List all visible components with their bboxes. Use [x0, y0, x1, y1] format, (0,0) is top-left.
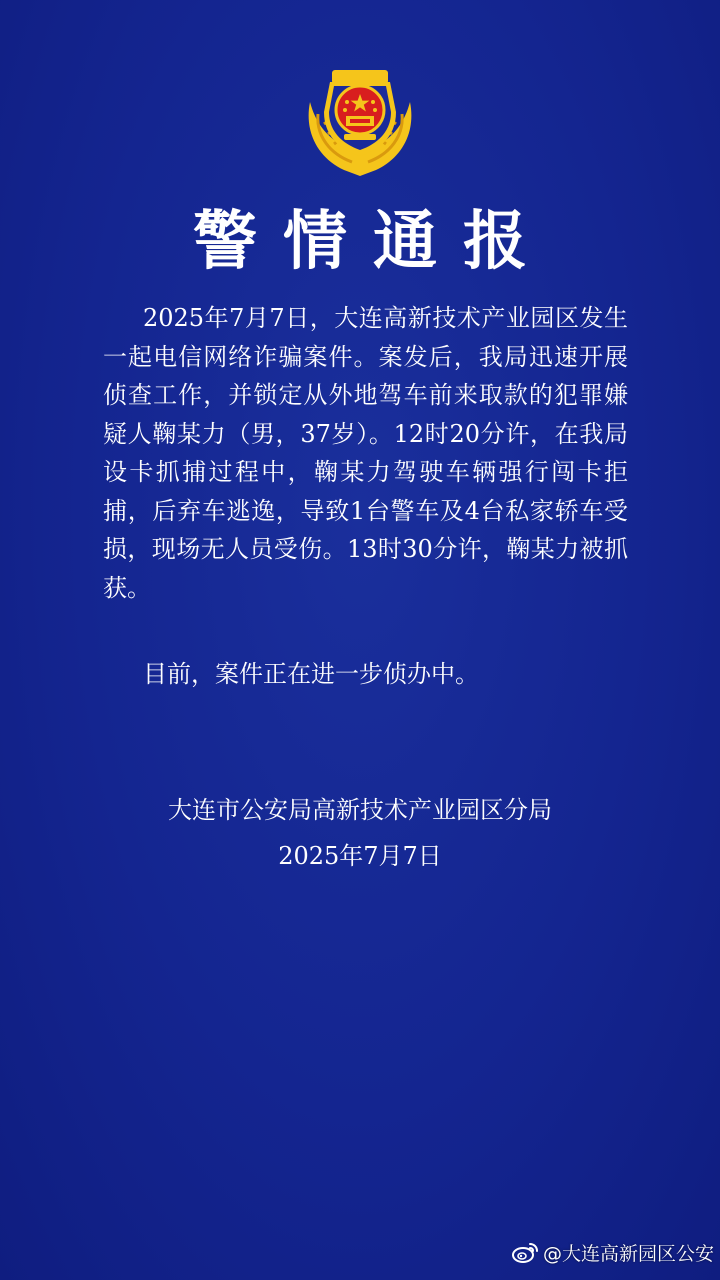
- police-emblem-icon: [300, 62, 420, 180]
- notice-paragraph-1: [103, 299, 628, 607]
- paragraph-line: 捕，后弃车逃逸，导致1台警车及4台私家轿车受: [103, 496, 628, 525]
- notice-title: 警情通报: [193, 205, 553, 279]
- weibo-icon: [511, 1240, 539, 1264]
- paragraph-line: 设卡抓捕过程中，鞠某力驾驶车辆强行闯卡拒: [103, 458, 628, 486]
- paragraph-line: 损，现场无人员受伤。13时30分许，鞠某力被抓: [103, 535, 628, 563]
- paragraph-line: 侦查工作，并锁定从外地驾车前来取款的犯罪嫌: [103, 381, 628, 409]
- signature-block: [0, 787, 720, 879]
- weibo-watermark: [511, 1238, 714, 1266]
- paragraph-line: 一起电信网络诈骗案件。案发后，我局迅速开展: [103, 342, 628, 371]
- paragraph-line: 疑人鞠某力（男，37岁）。12时20分许，在我局: [103, 419, 628, 448]
- watermark-text: @大连高新园区公安: [542, 1242, 714, 1265]
- signature-date: 2025年7月7日: [278, 842, 442, 870]
- paragraph-line: 2025年7月7日，大连高新技术产业园区发生: [143, 304, 628, 332]
- paragraph-line: 获。: [103, 573, 151, 602]
- notice-paragraph-2: 目前，案件正在进一步侦办中。: [143, 660, 479, 688]
- signature-agency: 大连市公安局高新技术产业园区分局: [168, 796, 552, 824]
